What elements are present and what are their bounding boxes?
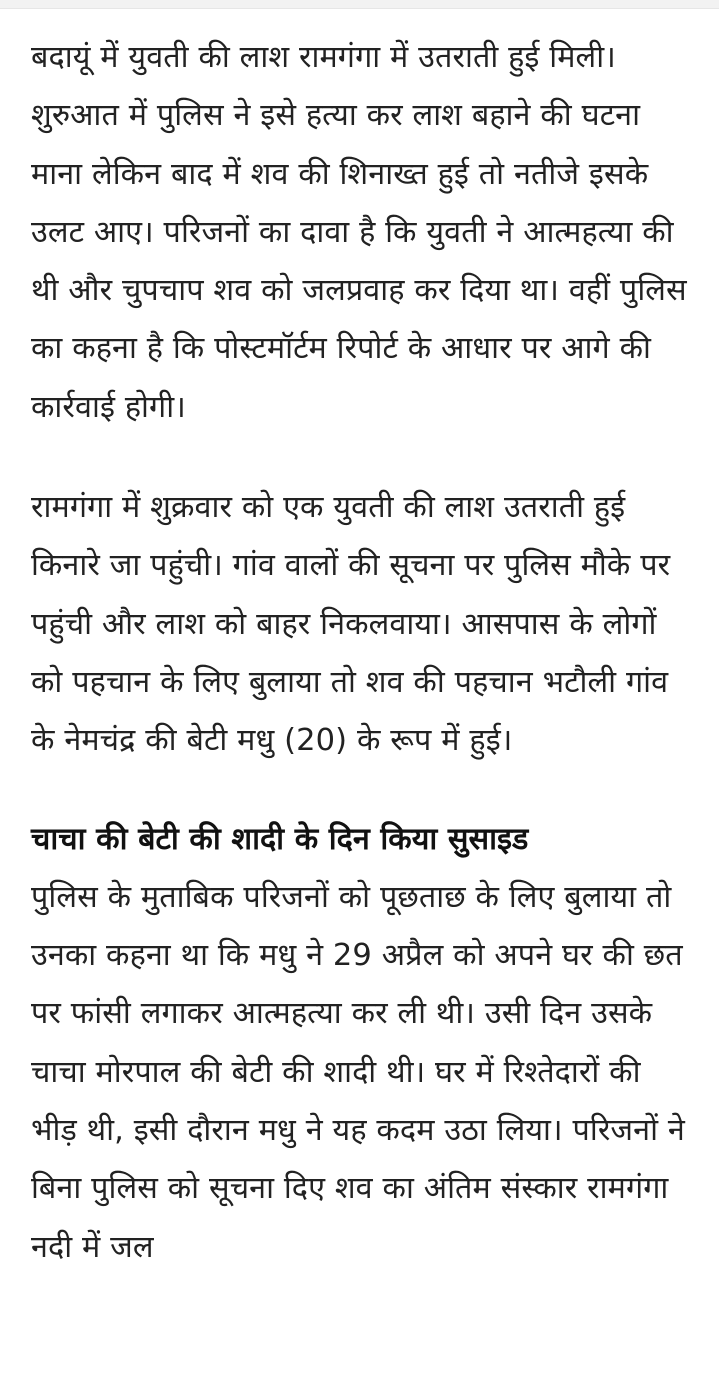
article-paragraph-3: पुलिस के मुताबिक परिजनों को पूछताछ के लिए बुलाया तो उनका कहना था कि मधु ने 29 अप्रैल को अपने घर की छत पर फांसी लगाकर आत्महत्या कर ली थी। उसी दिन उसके चाचा मोरपाल की बेटी की शादी थी। घर में रिश्तेदारों की भीड़ थी, इसी दौरान मधु ने यह कदम उठा लिया। परिजनों ने बिना पुलिस को सूचना दिए शव का अंतिम संस्कार रामगंगा नदी में जल <box>31 879 685 1265</box>
article-paragraph-1: बदायूं में युवती की लाश रामगंगा में उतराती हुई मिली। शुरुआत में पुलिस ने इसे हत्या कर लाश बहाने की घटना माना लेकिन बाद में शव की शिनाख्त हुई तो नतीजे इसके उलट आए। परिजनों का दावा है कि युवती ने आत्महत्या की थी और चुपचाप शव को जलप्रवाह कर दिया था। वहीं पुलिस का कहना है कि पोस्टमॉर्टम रिपोर्ट के आधार पर आगे की कार्रवाई होगी। <box>31 40 687 425</box>
section-subheading: चाचा की बेटी की शादी के दिन किया सुसाइड <box>31 821 529 857</box>
top-edge-bar <box>0 0 719 9</box>
article-body <box>0 9 719 1277</box>
article-paragraph-2: रामगंगा में शुक्रवार को एक युवती की लाश उतराती हुई किनारे जा पहुंची। गांव वालों की सूचना पर पुलिस मौके पर पहुंची और लाश को बाहर निकलवाया। आसपास के लोगों को पहचान के लिए बुलाया तो शव की पहचान भटौली गांव के नेमचंद्र की बेटी मधु (20) के रूप में हुई। <box>31 490 671 759</box>
